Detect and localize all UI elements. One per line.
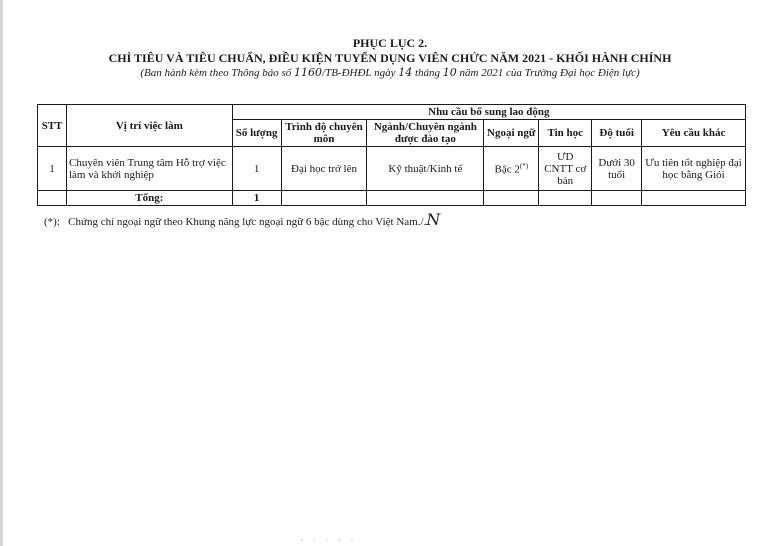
header-age: Độ tuổi <box>592 120 642 147</box>
language-level: Bậc 2 <box>494 163 520 176</box>
header-position: Vị trí việc làm <box>66 105 232 147</box>
header-major: Ngành/Chuyên ngành được đào tạo <box>367 120 484 147</box>
header-language: Ngoại ngữ <box>484 120 539 147</box>
header-quantity: Số lượng <box>232 120 281 147</box>
notice-day: 14 <box>398 66 413 79</box>
notice-number: 1160 <box>294 66 323 79</box>
language-footnote-ref: (*) <box>519 161 529 170</box>
cell-education: Đại học trở lên <box>281 147 367 191</box>
cell-language <box>484 147 539 191</box>
scan-marks: · · · · · <box>300 536 358 545</box>
cell-blank <box>539 191 592 206</box>
cell-total-quantity: 1 <box>232 191 281 206</box>
notice-month: 10 <box>442 66 457 79</box>
subtitle-mid1: /TB-ĐHĐL ngày <box>322 67 399 79</box>
header-education: Trình độ chuyên môn <box>281 120 367 147</box>
cell-blank <box>367 191 484 206</box>
cell-blank <box>592 191 642 206</box>
cell-age: Dưới 30 tuổi <box>592 147 642 191</box>
cell-blank <box>484 191 539 206</box>
document-subtitle <box>0 66 780 80</box>
header-stt: STT <box>38 105 67 147</box>
cell-quantity: 1 <box>232 147 281 191</box>
cell-stt: 1 <box>38 147 67 191</box>
document-title: CHỈ TIÊU VÀ TIÊU CHUẨN, ĐIỀU KIỆN TUYỂN DỤNG VIÊN CHỨC NĂM 2021 - KHỐI HÀNH CHÍNH <box>108 51 672 65</box>
header-group: Nhu cầu bổ sung lao động <box>232 105 745 120</box>
cell-blank <box>281 191 367 206</box>
footnote <box>44 210 440 229</box>
appendix-label: PHỤC LỤC 2. <box>352 36 428 50</box>
scan-edge <box>0 0 3 546</box>
header-it: Tin học <box>539 120 592 147</box>
footnote-marker: (*): <box>44 216 60 228</box>
total-row <box>38 191 746 206</box>
recruitment-table <box>37 104 746 206</box>
cell-other: Ưu tiên tốt nghiệp đại học bằng Giỏi <box>642 147 746 191</box>
cell-position: Chuyên viên Trung tâm Hỗ trợ việc làm và khởi nghiệp <box>66 147 232 191</box>
handwritten-initial: N <box>426 210 441 229</box>
cell-it: ƯD CNTT cơ bản <box>539 147 592 191</box>
document-header <box>0 36 780 80</box>
header-other: Yêu cầu khác <box>642 120 746 147</box>
cell-total-blank <box>38 191 67 206</box>
table-row <box>38 147 746 191</box>
subtitle-suffix: năm 2021 của Trường Đại học Điện lực) <box>456 67 640 79</box>
footnote-text: Chứng chỉ ngoại ngữ theo Khung năng lực ngoại ngữ 6 bậc dùng cho Việt Nam./. <box>68 216 427 228</box>
subtitle-mid2: tháng <box>412 67 443 79</box>
subtitle-prefix: (Ban hành kèm theo Thông báo số <box>140 67 295 79</box>
cell-blank <box>642 191 746 206</box>
cell-total-label: Tổng: <box>66 191 232 206</box>
cell-major: Kỹ thuật/Kinh tế <box>367 147 484 191</box>
